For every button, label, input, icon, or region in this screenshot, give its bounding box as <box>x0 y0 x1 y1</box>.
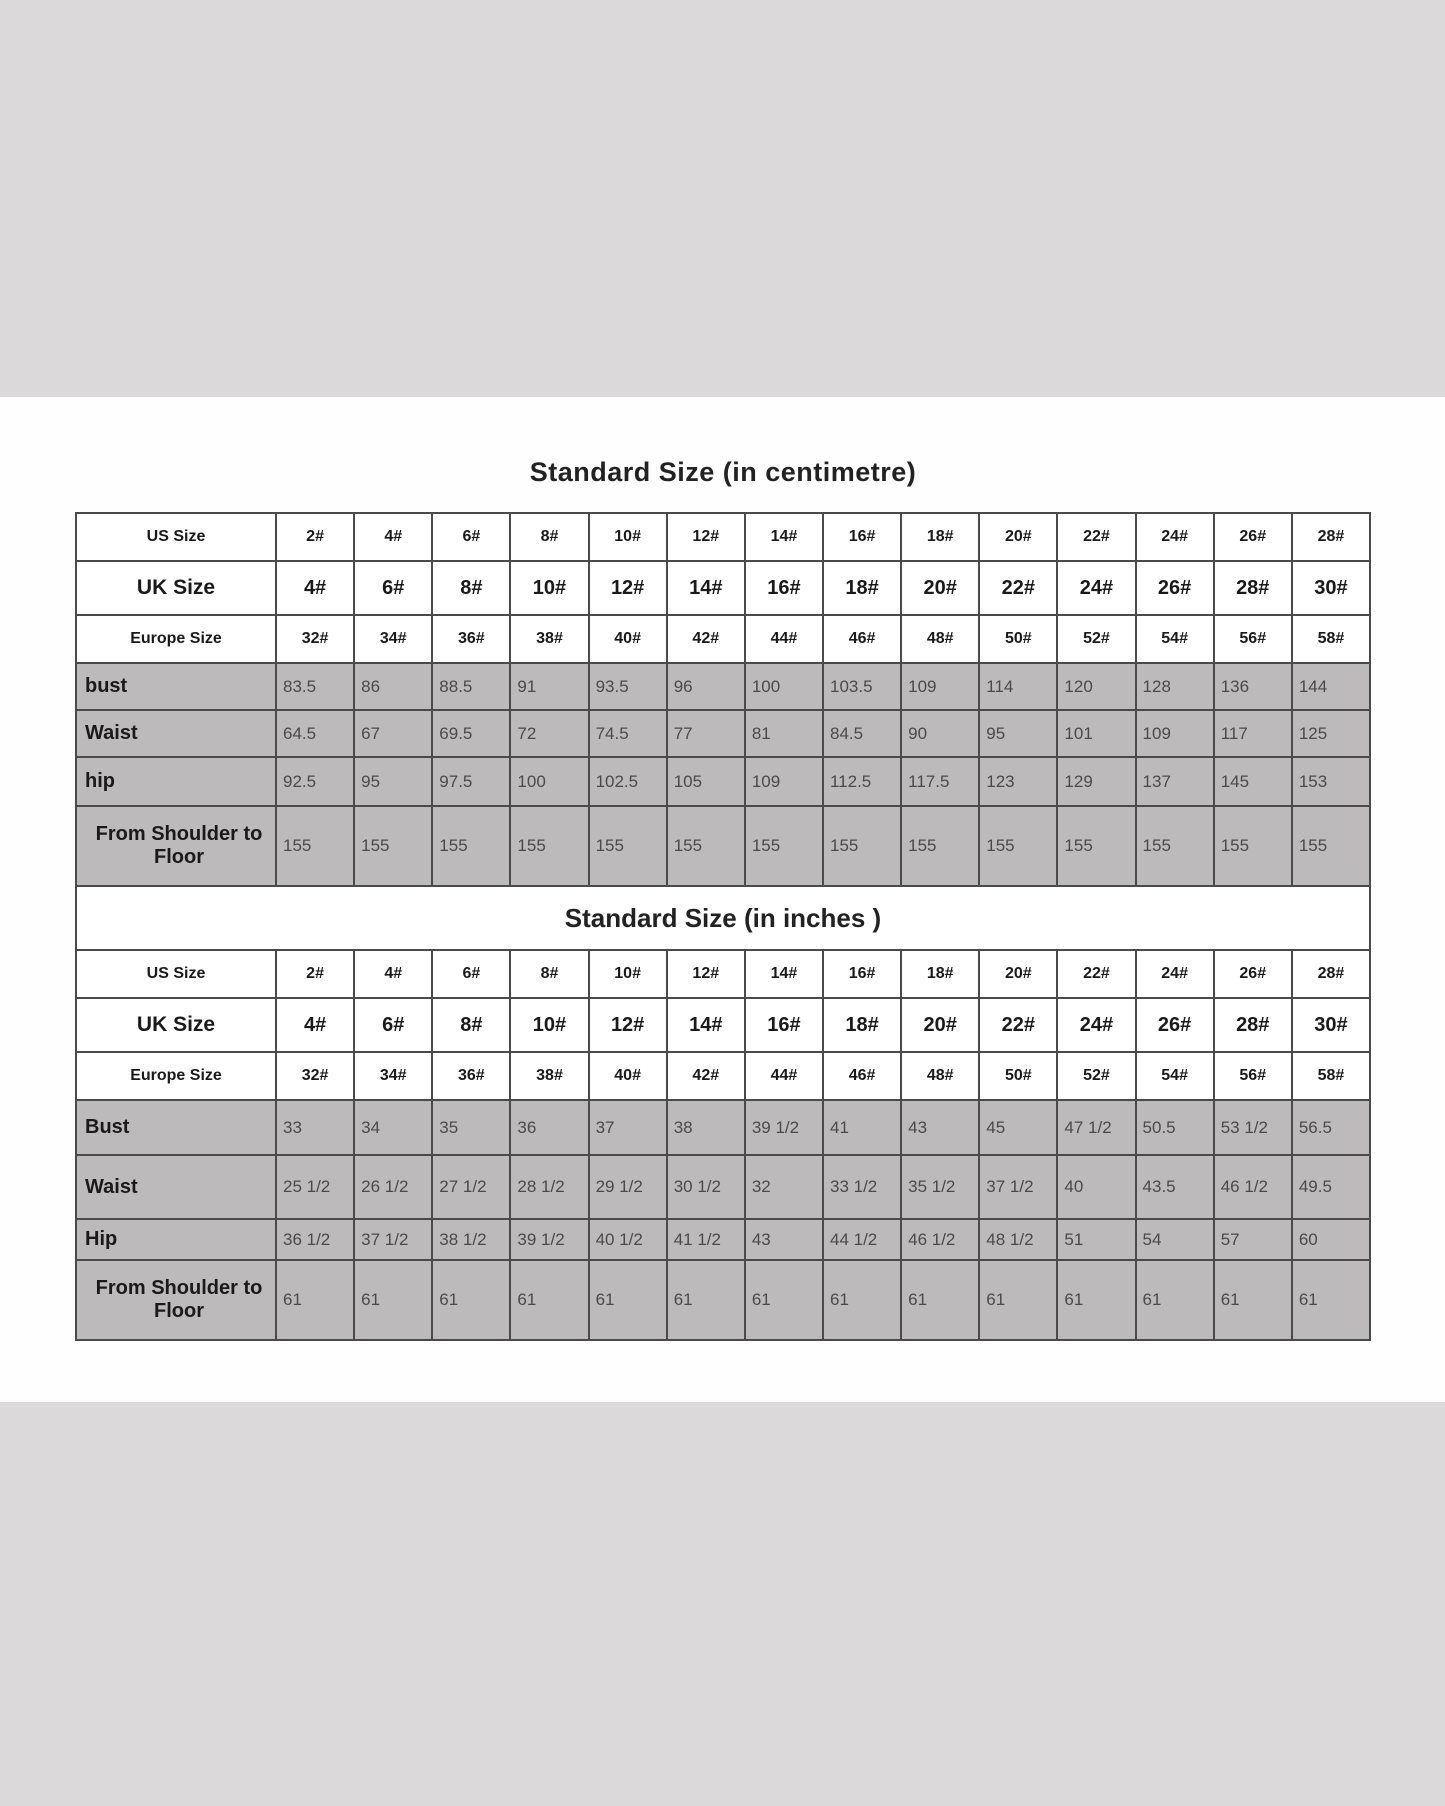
cell-inches-uk: 8# <box>432 998 510 1052</box>
cell-inches-hip: 51 <box>1057 1219 1135 1260</box>
cell-inches-shoulder: 61 <box>510 1260 588 1340</box>
cell-inches-bust: 45 <box>979 1100 1057 1155</box>
row-label-inches-shoulder: From Shoulder to Floor <box>76 1260 276 1340</box>
cell-cm-eu: 40# <box>589 615 667 663</box>
row-label-inches-hip: Hip <box>76 1219 276 1260</box>
row-label-inches-bust: Bust <box>76 1100 276 1155</box>
cell-inches-hip: 48 1/2 <box>979 1219 1057 1260</box>
cell-inches-us: 14# <box>745 950 823 998</box>
table-row-inches-bust <box>76 1100 1370 1155</box>
table-row-inches-uk <box>76 998 1370 1052</box>
cell-inches-eu: 54# <box>1136 1052 1214 1100</box>
cell-inches-us: 12# <box>667 950 745 998</box>
cell-cm-uk: 4# <box>276 561 354 615</box>
cell-inches-uk: 14# <box>667 998 745 1052</box>
table-row-cm-hip <box>76 757 1370 806</box>
cell-cm-waist: 74.5 <box>589 710 667 757</box>
cell-inches-us: 10# <box>589 950 667 998</box>
cell-inches-bust: 47 1/2 <box>1057 1100 1135 1155</box>
cell-cm-waist: 81 <box>745 710 823 757</box>
cell-inches-shoulder: 61 <box>979 1260 1057 1340</box>
cell-cm-eu: 54# <box>1136 615 1214 663</box>
cell-cm-waist: 69.5 <box>432 710 510 757</box>
cell-inches-uk: 16# <box>745 998 823 1052</box>
cell-inches-uk: 18# <box>823 998 901 1052</box>
cell-cm-eu: 58# <box>1292 615 1370 663</box>
cell-cm-waist: 84.5 <box>823 710 901 757</box>
cell-cm-hip: 117.5 <box>901 757 979 806</box>
table-row-title-inches <box>76 886 1370 950</box>
cell-inches-us: 20# <box>979 950 1057 998</box>
cell-inches-bust: 56.5 <box>1292 1100 1370 1155</box>
cell-inches-bust: 50.5 <box>1136 1100 1214 1155</box>
cell-cm-shoulder: 155 <box>354 806 432 886</box>
cell-inches-waist: 33 1/2 <box>823 1155 901 1219</box>
table-row-inches-us <box>76 950 1370 998</box>
cell-inches-hip: 54 <box>1136 1219 1214 1260</box>
table-row-inches-eu <box>76 1052 1370 1100</box>
cell-inches-bust: 34 <box>354 1100 432 1155</box>
cell-cm-uk: 10# <box>510 561 588 615</box>
cell-inches-waist: 46 1/2 <box>1214 1155 1292 1219</box>
cell-inches-eu: 40# <box>589 1052 667 1100</box>
cell-inches-eu: 48# <box>901 1052 979 1100</box>
cell-cm-uk: 6# <box>354 561 432 615</box>
cell-inches-hip: 38 1/2 <box>432 1219 510 1260</box>
table-row-inches-waist <box>76 1155 1370 1219</box>
cell-cm-shoulder: 155 <box>432 806 510 886</box>
cell-inches-bust: 36 <box>510 1100 588 1155</box>
cell-cm-bust: 96 <box>667 663 745 710</box>
cell-inches-uk: 30# <box>1292 998 1370 1052</box>
cell-cm-bust: 120 <box>1057 663 1135 710</box>
cell-inches-hip: 46 1/2 <box>901 1219 979 1260</box>
cell-cm-uk: 14# <box>667 561 745 615</box>
cell-inches-hip: 36 1/2 <box>276 1219 354 1260</box>
row-label-cm-eu: Europe Size <box>76 615 276 663</box>
cell-inches-bust: 33 <box>276 1100 354 1155</box>
cell-cm-shoulder: 155 <box>1057 806 1135 886</box>
cell-cm-hip: 105 <box>667 757 745 806</box>
cell-cm-uk: 26# <box>1136 561 1214 615</box>
cell-inches-uk: 24# <box>1057 998 1135 1052</box>
cell-cm-us: 22# <box>1057 513 1135 561</box>
cell-inches-eu: 56# <box>1214 1052 1292 1100</box>
cell-inches-uk: 4# <box>276 998 354 1052</box>
cell-cm-bust: 93.5 <box>589 663 667 710</box>
cell-cm-shoulder: 155 <box>979 806 1057 886</box>
cell-cm-eu: 34# <box>354 615 432 663</box>
cell-cm-hip: 92.5 <box>276 757 354 806</box>
cell-cm-waist: 109 <box>1136 710 1214 757</box>
row-label-cm-waist: Waist <box>76 710 276 757</box>
cell-inches-uk: 28# <box>1214 998 1292 1052</box>
cell-cm-shoulder: 155 <box>589 806 667 886</box>
cell-inches-hip: 40 1/2 <box>589 1219 667 1260</box>
cell-inches-eu: 44# <box>745 1052 823 1100</box>
cell-cm-us: 10# <box>589 513 667 561</box>
cell-cm-shoulder: 155 <box>276 806 354 886</box>
cell-cm-bust: 109 <box>901 663 979 710</box>
cell-cm-eu: 36# <box>432 615 510 663</box>
cell-inches-shoulder: 61 <box>276 1260 354 1340</box>
cell-inches-waist: 43.5 <box>1136 1155 1214 1219</box>
cell-inches-hip: 57 <box>1214 1219 1292 1260</box>
cell-cm-eu: 48# <box>901 615 979 663</box>
table-row-inches-shoulder <box>76 1260 1370 1340</box>
cell-inches-shoulder: 61 <box>1057 1260 1135 1340</box>
cell-inches-bust: 41 <box>823 1100 901 1155</box>
size-table <box>75 512 1371 1341</box>
cell-cm-bust: 128 <box>1136 663 1214 710</box>
cell-cm-us: 18# <box>901 513 979 561</box>
cell-inches-us: 28# <box>1292 950 1370 998</box>
row-label-inches-eu: Europe Size <box>76 1052 276 1100</box>
cell-cm-uk: 16# <box>745 561 823 615</box>
cell-cm-hip: 109 <box>745 757 823 806</box>
row-label-cm-bust: bust <box>76 663 276 710</box>
cell-cm-hip: 102.5 <box>589 757 667 806</box>
cell-cm-us: 8# <box>510 513 588 561</box>
cell-cm-eu: 50# <box>979 615 1057 663</box>
cell-cm-bust: 83.5 <box>276 663 354 710</box>
cell-cm-bust: 100 <box>745 663 823 710</box>
cell-inches-uk: 12# <box>589 998 667 1052</box>
cell-inches-bust: 43 <box>901 1100 979 1155</box>
cell-cm-hip: 153 <box>1292 757 1370 806</box>
cell-inches-eu: 42# <box>667 1052 745 1100</box>
cell-cm-us: 2# <box>276 513 354 561</box>
cell-inches-shoulder: 61 <box>1214 1260 1292 1340</box>
cell-cm-eu: 56# <box>1214 615 1292 663</box>
cell-cm-uk: 20# <box>901 561 979 615</box>
cell-cm-hip: 137 <box>1136 757 1214 806</box>
cell-cm-waist: 101 <box>1057 710 1135 757</box>
table-row-cm-shoulder <box>76 806 1370 886</box>
table-row-cm-uk <box>76 561 1370 615</box>
cell-cm-us: 16# <box>823 513 901 561</box>
cell-cm-hip: 145 <box>1214 757 1292 806</box>
cell-cm-hip: 95 <box>354 757 432 806</box>
cell-cm-shoulder: 155 <box>510 806 588 886</box>
top-gray-band <box>0 0 1445 397</box>
cell-inches-eu: 34# <box>354 1052 432 1100</box>
cell-cm-shoulder: 155 <box>1136 806 1214 886</box>
row-label-cm-shoulder: From Shoulder to Floor <box>76 806 276 886</box>
cell-cm-shoulder: 155 <box>901 806 979 886</box>
row-label-cm-hip: hip <box>76 757 276 806</box>
cell-cm-bust: 88.5 <box>432 663 510 710</box>
cell-cm-us: 20# <box>979 513 1057 561</box>
cell-cm-bust: 144 <box>1292 663 1370 710</box>
cell-cm-uk: 30# <box>1292 561 1370 615</box>
cell-inches-eu: 46# <box>823 1052 901 1100</box>
row-label-cm-uk: UK Size <box>76 561 276 615</box>
cell-inches-shoulder: 61 <box>745 1260 823 1340</box>
cell-cm-us: 12# <box>667 513 745 561</box>
table-row-inches-hip <box>76 1219 1370 1260</box>
cell-cm-hip: 123 <box>979 757 1057 806</box>
cell-inches-uk: 26# <box>1136 998 1214 1052</box>
cell-cm-waist: 125 <box>1292 710 1370 757</box>
cell-inches-waist: 27 1/2 <box>432 1155 510 1219</box>
cell-inches-shoulder: 61 <box>823 1260 901 1340</box>
cell-cm-us: 26# <box>1214 513 1292 561</box>
row-label-cm-us: US Size <box>76 513 276 561</box>
cell-inches-us: 8# <box>510 950 588 998</box>
table-title-inches: Standard Size (in inches ) <box>76 886 1370 950</box>
cell-inches-eu: 50# <box>979 1052 1057 1100</box>
cell-inches-hip: 39 1/2 <box>510 1219 588 1260</box>
cell-cm-us: 24# <box>1136 513 1214 561</box>
cell-cm-shoulder: 155 <box>823 806 901 886</box>
cell-cm-waist: 77 <box>667 710 745 757</box>
cell-cm-hip: 112.5 <box>823 757 901 806</box>
cell-cm-hip: 100 <box>510 757 588 806</box>
cell-inches-eu: 58# <box>1292 1052 1370 1100</box>
cell-inches-eu: 52# <box>1057 1052 1135 1100</box>
cell-inches-shoulder: 61 <box>354 1260 432 1340</box>
cell-inches-shoulder: 61 <box>589 1260 667 1340</box>
cell-cm-uk: 12# <box>589 561 667 615</box>
cell-cm-uk: 8# <box>432 561 510 615</box>
cell-inches-bust: 38 <box>667 1100 745 1155</box>
cell-cm-bust: 86 <box>354 663 432 710</box>
cell-inches-bust: 53 1/2 <box>1214 1100 1292 1155</box>
cell-inches-uk: 6# <box>354 998 432 1052</box>
cell-cm-waist: 64.5 <box>276 710 354 757</box>
cell-inches-shoulder: 61 <box>1136 1260 1214 1340</box>
cell-cm-waist: 67 <box>354 710 432 757</box>
cell-inches-bust: 39 1/2 <box>745 1100 823 1155</box>
cell-cm-us: 14# <box>745 513 823 561</box>
cell-inches-waist: 26 1/2 <box>354 1155 432 1219</box>
cell-inches-us: 18# <box>901 950 979 998</box>
row-label-inches-us: US Size <box>76 950 276 998</box>
cell-inches-shoulder: 61 <box>1292 1260 1370 1340</box>
cell-cm-shoulder: 155 <box>745 806 823 886</box>
cell-cm-eu: 52# <box>1057 615 1135 663</box>
cell-cm-us: 28# <box>1292 513 1370 561</box>
cell-cm-uk: 18# <box>823 561 901 615</box>
cell-inches-us: 4# <box>354 950 432 998</box>
cell-inches-eu: 38# <box>510 1052 588 1100</box>
cell-inches-eu: 36# <box>432 1052 510 1100</box>
cell-cm-eu: 38# <box>510 615 588 663</box>
cell-inches-uk: 10# <box>510 998 588 1052</box>
cell-inches-bust: 35 <box>432 1100 510 1155</box>
cell-cm-eu: 46# <box>823 615 901 663</box>
cell-cm-us: 6# <box>432 513 510 561</box>
cell-inches-waist: 29 1/2 <box>589 1155 667 1219</box>
cell-inches-us: 24# <box>1136 950 1214 998</box>
cell-inches-us: 6# <box>432 950 510 998</box>
cell-cm-uk: 22# <box>979 561 1057 615</box>
cell-inches-waist: 28 1/2 <box>510 1155 588 1219</box>
cell-inches-us: 26# <box>1214 950 1292 998</box>
cell-inches-hip: 43 <box>745 1219 823 1260</box>
cell-inches-hip: 37 1/2 <box>354 1219 432 1260</box>
cell-inches-hip: 44 1/2 <box>823 1219 901 1260</box>
cell-cm-waist: 90 <box>901 710 979 757</box>
table-row-cm-waist <box>76 710 1370 757</box>
bottom-gray-band <box>0 1402 1445 1806</box>
cell-inches-waist: 40 <box>1057 1155 1135 1219</box>
cell-cm-waist: 95 <box>979 710 1057 757</box>
cell-inches-us: 22# <box>1057 950 1135 998</box>
cell-inches-waist: 49.5 <box>1292 1155 1370 1219</box>
cell-cm-bust: 136 <box>1214 663 1292 710</box>
cell-cm-shoulder: 155 <box>1292 806 1370 886</box>
cell-inches-uk: 20# <box>901 998 979 1052</box>
cell-inches-eu: 32# <box>276 1052 354 1100</box>
table-row-cm-us <box>76 513 1370 561</box>
cell-cm-uk: 28# <box>1214 561 1292 615</box>
cell-inches-bust: 37 <box>589 1100 667 1155</box>
cell-inches-waist: 25 1/2 <box>276 1155 354 1219</box>
cell-cm-uk: 24# <box>1057 561 1135 615</box>
cell-inches-shoulder: 61 <box>432 1260 510 1340</box>
cell-cm-eu: 42# <box>667 615 745 663</box>
cell-inches-us: 16# <box>823 950 901 998</box>
cell-cm-bust: 91 <box>510 663 588 710</box>
cell-cm-eu: 44# <box>745 615 823 663</box>
cell-cm-waist: 72 <box>510 710 588 757</box>
cell-cm-shoulder: 155 <box>667 806 745 886</box>
cell-inches-waist: 30 1/2 <box>667 1155 745 1219</box>
cell-inches-waist: 32 <box>745 1155 823 1219</box>
table-row-cm-bust <box>76 663 1370 710</box>
cell-inches-shoulder: 61 <box>667 1260 745 1340</box>
table-title-centimetre: Standard Size (in centimetre) <box>529 457 917 487</box>
cell-cm-eu: 32# <box>276 615 354 663</box>
row-label-inches-uk: UK Size <box>76 998 276 1052</box>
cell-inches-waist: 35 1/2 <box>901 1155 979 1219</box>
cell-inches-hip: 41 1/2 <box>667 1219 745 1260</box>
cell-inches-us: 2# <box>276 950 354 998</box>
cell-cm-bust: 103.5 <box>823 663 901 710</box>
cell-inches-waist: 37 1/2 <box>979 1155 1057 1219</box>
row-label-inches-waist: Waist <box>76 1155 276 1219</box>
cell-cm-us: 4# <box>354 513 432 561</box>
size-chart-content <box>75 397 1371 1341</box>
cell-inches-hip: 60 <box>1292 1219 1370 1260</box>
cell-cm-waist: 117 <box>1214 710 1292 757</box>
cell-cm-bust: 114 <box>979 663 1057 710</box>
table-row-cm-eu <box>76 615 1370 663</box>
cell-inches-uk: 22# <box>979 998 1057 1052</box>
cell-cm-shoulder: 155 <box>1214 806 1292 886</box>
cell-cm-hip: 129 <box>1057 757 1135 806</box>
cell-cm-hip: 97.5 <box>432 757 510 806</box>
cell-inches-shoulder: 61 <box>901 1260 979 1340</box>
